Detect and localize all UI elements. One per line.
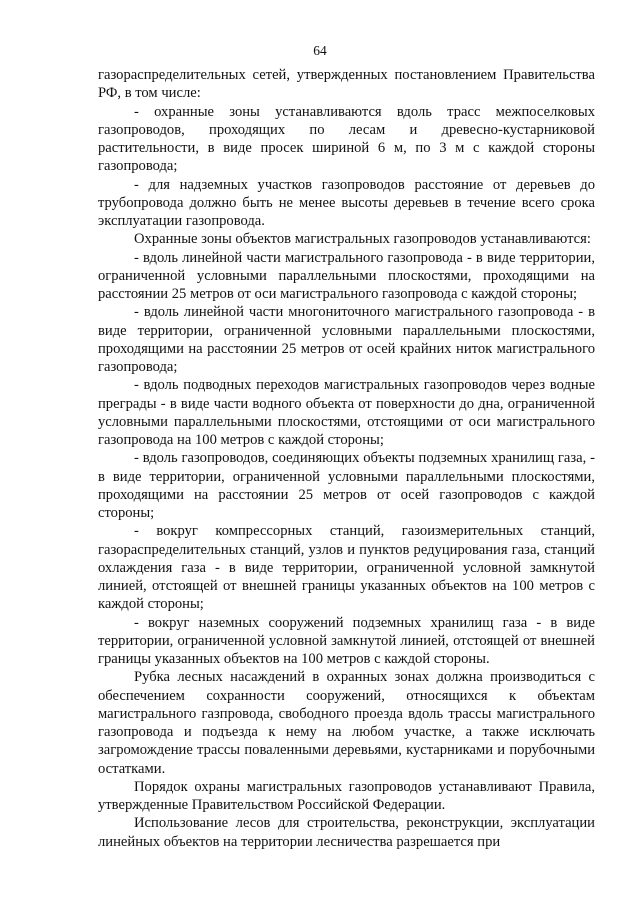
list-item: - для надземных участков газопроводов расстояние от деревьев до трубопровода должно быть не менее высоты деревьев в течение всего срока эксплуатации газопровода. [98,176,595,229]
paragraph: Использование лесов для строительства, реконструкции, эксплуатации линейных объектов на территории лесничества разрешается при [98,815,595,850]
list-item: - вдоль подводных переходов магистральных газопроводов через водные преграды - в виде части водного объекта от поверхности до дна, ограниченной условными параллельными плоскостями, отстоящими от оси магистрального газопровода на 100 метров с каждой стороны; [98,377,595,448]
list-item: - охранные зоны устанавливаются вдоль трасс межпоселковых газопроводов, проходящих по лесам и древесно-кустарниковой растительности, в виде просек шириной 6 м, по 3 м с каждой стороны газопровода; [98,103,595,175]
list-item: - вокруг компрессорных станций, газоизмерительных станций, газораспределительных станций, узлов и пунктов редуцирования газа, станций охлаждения газа - в виде территории, ограниченной условной замкнутой линией, отстоящей от внешней границы указанных объектов на 100 метров с каждой стороны; [98,523,595,613]
paragraph: газораспределительных сетей, утвержденных постановлением Правительства РФ, в том числе: [98,67,595,102]
list-item: - вдоль газопроводов, соединяющих объекты подземных хранилищ газа, - в виде территории, ограниченной условными параллельными плоскостями, проходящими на расстоянии 25 метров от осей газопроводов с каждой стороны; [98,450,595,521]
list-item: - вдоль линейной части магистрального газопровода - в виде территории, ограниченной условными параллельными плоскостями, проходящими на расстоянии 25 метров от оси магистрального газопровода с каждой стороны; [98,249,595,302]
paragraph: Рубка лесных насаждений в охранных зонах должна производиться с обеспечением сохранности сооружений, относящихся к объектам магистрального газпровода, свободного проезда вдоль трассы магистрального газопровода и подъезда к нему на любом участке, а также исключать загромождение трассы поваленными деревьями, кустарниками и порубочными остатками. [98,669,595,777]
page-number: 64 [313,43,327,58]
document-body [98,66,595,851]
list-item: - вокруг наземных сооружений подземных хранилищ газа - в виде территории, ограниченной условной замкнутой линией, отстоящей от внешней границы указанных объектов на 100 метров с каждой стороны. [98,614,595,667]
paragraph: Порядок охраны магистральных газопроводов устанавливают Правила, утвержденные Правительством Российской Федерации. [98,778,595,813]
paragraph: Охранные зоны объектов магистральных газопроводов устанавливаются: [134,231,591,248]
list-item: - вдоль линейной части многониточного магистрального газопровода - в виде территории, ограниченной условными параллельными плоскостями, проходящими на расстоянии 25 метров от осей крайних ниток магистрального газопровода; [98,304,595,375]
